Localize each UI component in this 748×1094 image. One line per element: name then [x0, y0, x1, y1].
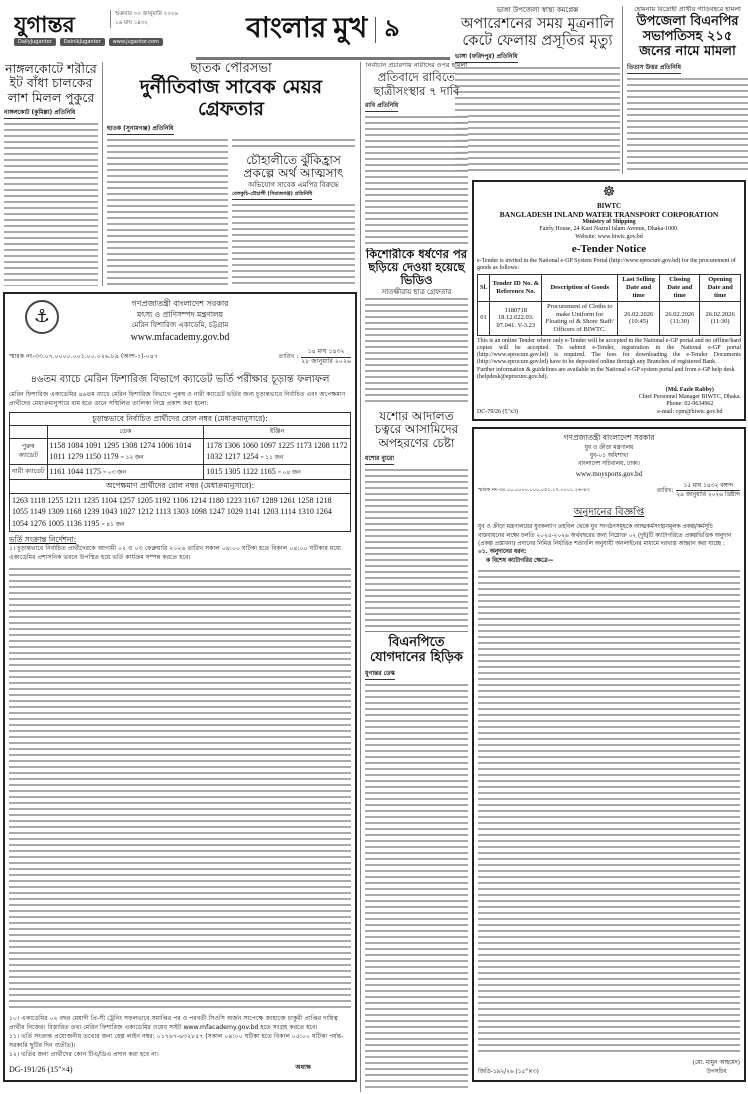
story-chhatak: ছাতক পৌরসভা দুর্নীতিবাজ সাবেক মেয়র গ্রেফতার ছাতক (সুনামগঞ্জ) প্রতিনিধি চৌহালীতে ঝুঁকিহ্রাস প্রকল্পে অর্থ আত্মসাৎ অভিযোগ সাবেক এমপির বিরুদ্ধে বেলকুচি-চৌহালী (সিরাজগঞ্জ) প্রতিনিধি: [102, 62, 355, 286]
table-row: নারী ক্যাডেট 1161 1044 1175 = ০৩ জন 1015 1305 1122 1165 = ০৪ জন: [10, 465, 351, 480]
story-homna: হোমনায় বিদ্রোহী প্রার্থীর গাড়িবহরে হামলা উপজেলা বিএনপির সভাপতিসহ ২১৫ জনের নামে মামলা তিতাস উত্তর প্রতিনিধি: [622, 6, 748, 174]
story-rabi: নির্বাচনি প্রচারণায় নারীদের ওপর হামলা প্রতিবাদে রাবিতে ছাত্রীসংস্থার ৭ দাবি রাবি প্রতিনিধি: [365, 62, 468, 244]
column-stories: [360, 62, 468, 1092]
headline: উপজেলা বিএনপির সভাপতিসহ ২১৫ জনের নামে মামলা: [636, 14, 739, 60]
signer: অধ্যক্ষ: [295, 1064, 311, 1072]
page-number: ৯: [384, 13, 400, 42]
headline: প্রতিবাদে রাবিতে ছাত্রীসংস্থার ৭ দাবি: [373, 70, 460, 98]
social-twitter[interactable]: DainikJugantor: [60, 38, 105, 46]
results-table: চূড়ান্তভাবে নির্বাচিত প্রার্থীদের রোল নম্বর (মেধাক্রমানুসারে): ডেক ইঞ্জিন পুরুষ ক্যাডেট 1158 1084 1091 1295 1308 1274 1006 1014 1011 1279 1150 1179 = ১২ জন 1178 1306 1060 1097 1225 1173 1208 1172 1032 1217 1254 = ১১ জন নারী ক্যাডেট 1161 1044 1175 = ০৩ জন 1015 1305 1122 1165 = ০৪ জন অপেক্ষমাণ প্রার্থীদের রোল নম্বর (মেধাক্রমানুসারে): 1263 1118 1255 1211 1235 1104 1257 1205 1192 1106 1214 1180 1223 1167 1289 1261 1258 1218 1055 1149 1309 1168 1239 1043 1027 1212 1113 1303 1098 1247 1029 1141 1203 1114 1310 1264 1054 1276 1005 1136 1195 = ৪১ জন: [9, 412, 351, 532]
table-row: পুরুষ ক্যাডেট 1158 1084 1091 1295 1308 1274 1006 1014 1011 1279 1150 1179 = ১২ জন 1178 1306 1060 1097 1225 1173 1208 1172 1032 1217 1254 = ১১ জন: [10, 438, 351, 464]
biwtc-website[interactable]: Website: www.biwtc.gov.bd: [575, 233, 643, 240]
story-chauhali: চৌহালীতে ঝুঁকিহ্রাস প্রকল্পে অর্থ আত্মসাৎ অভিযোগ সাবেক এমপির বিরুদ্ধে বেলকুচি-চৌহালী (সিরাজগঞ্জ) প্রতিনিধি: [232, 151, 355, 286]
ship-wheel-icon: ☸: [602, 185, 616, 200]
headline: অপারেশনের সময় মূত্রনালি কেটে ফেলায় প্রসূতির মৃত্যু: [460, 16, 615, 49]
story-bnp: বিএনপিতে যোগদানের হিড়িক যুগান্তর ডেস্ক: [365, 631, 468, 1092]
story-jessore: যশোর আদালত চত্বরে আসামিদের অপহরণের চেষ্টা যশোর ব্যুরো: [365, 410, 468, 627]
story-bhanga: ভাঙ্গা উপজেলা স্বাস্থ্য কমপ্লেক্স অপারেশনের সময় মূত্রনালি কেটে ফেলায় প্রসূতির মৃত্যু ভাঙ্গা (ফরিদপুর) প্রতিনিধি: [455, 6, 620, 174]
section-title: বাংলার মুখ: [246, 13, 368, 44]
moys-website[interactable]: www.moysports.gov.bd: [575, 469, 643, 478]
academy-emblem-icon: ⚓: [25, 300, 59, 334]
masthead-logo: যুগান্তর: [14, 12, 75, 37]
story-kishori: কিশোরীকে ধর্ষণের পর ছড়িয়ে দেওয়া হয়েছে ভিডিও সাতক্ষীরায় ছাত্র গ্রেফতার: [365, 248, 468, 406]
issue-date: শুক্রবার ৩০ জানুয়ারি ২০২৬ ১৬ মাঘ ১৪৩২: [110, 10, 178, 28]
section-header: [196, 6, 450, 60]
table-row: 01 1180718 18.12.022.03. 07.041. V-3.23 Procurement of Cloths to make Uniform for Floating of & Shore Staff/ Officers of BIWTC. 26.02.2026 (10:45) 26.02.2026 (11:30) 26.02.2026 (11:30): [478, 301, 741, 335]
headline: নাঙ্গলকোটে শরীরে ইট বাঁধা চালকের লাশ মিলল পুকুরে: [5, 62, 97, 105]
mfa-website[interactable]: www.mfacademy.gov.bd: [130, 331, 230, 343]
social-website[interactable]: www.jugantor.com: [109, 38, 163, 46]
headline: বিএনপিতে যোগদানের হিড়িক: [370, 635, 463, 665]
tender-table: Sl. Tender ID No. & Reference No. Description of Goods Last Selling Date and time Closing Date and time Opening Date and time 01 1180718 18.12.022.03. 07.041. V-3.23 Procurement of Cloths to make Uniform for Floating of & Shore Staff/ Officers of BIWTC. 26.02.2026 (10:45) 26.02.2026 (11:30) 26.02.2026 (11:30): [477, 274, 741, 336]
youth-sports-ministry-ad: গণপ্রজাতন্ত্রী বাংলাদেশ সরকার যুব ও ক্রীড়া মন্ত্রণালয় যুব-০১ অধিশাখা বাংলাদেশ সচিবালয়, ঢাকা। www.moysports.gov.bd স্মারক নং-৩৪.০০.০০০০.০০০.০৫১.১৭.০০০১.২৬-৪৩ তারিখ: ১৫ মাঘ ১৪৩২ বঙ্গাব্দ ২৯ জানুয়ারি ২০২৬ খ্রিষ্টাব্দ অনুদানের বিজ্ঞপ্তি যুব ও ক্রীড়া মন্ত্রণালয়ের যুবকল্যাণ তহবিল থেকে যুব সংগঠনসমূহকে আত্মকর্মসংস্থানমূলক প্রকল্প/কর্মসূচি বাস্তবায়নের লক্ষ্যে চলতি ২০২৫-২০২৬ অর্থবছরের জন্য নিম্নোক্ত ০২ (দুই)টি ক্যাটাগরিতে প্রকল্পভিত্তিক অনুদান (প্রকল্প প্রস্তাবনা) প্রদানের নিমিত্ত নির্ধারিত শর্তাবলি অনুযায়ী অনলাইনের মাধ্যমে দরখাস্ত আহ্বান করা যাচ্ছে : ০১. অনুদানের ধরন: ক বিশেষ ক্যাটাগরির ক্ষেত্রে— জিডি-১৯২/২৬ (১৫"×৩) (মো. মামুন আহমেদ) উপসচিব: [472, 427, 746, 1082]
right-ads: [472, 180, 746, 1082]
social-facebook[interactable]: DailyJugantor: [14, 38, 56, 46]
social-links: [14, 38, 163, 46]
marine-fisheries-ad: ⚓ গণপ্রজাতন্ত্রী বাংলাদেশ সরকার মৎস্য ও প্রাণিসম্পদ মন্ত্রণালয় মেরিন ফিশারিজ একাডেমি, চট্টগ্রাম www.mfacademy.gov.bd স্মারক নং-৩৩.০৭.০০০০.০০১.০০.০২৬.৮৯ (অংশ-১)-০৪৭ তারিখ : ১৪ মাঘ ১৪৩২ ২৮ জানুয়ারি ২০২৬ ৪৬তম ব্যাচে মেরিন ফিশারিজ বিভাগে ক্যাডেট ভর্তি পরীক্ষার চূড়ান্ত ফলাফল মেরিন ফিশারিজ একাডেমির ৪৬তম ব্যাচে মেরিন ফিশারিজ বিভাগে পুরুষ ও নারী ক্যাডেট ভর্তির জন্য চূড়ান্তভাবে নির্বাচিত এবং অপেক্ষমাণ প্রার্থীদের মেধাক্রমানুসারে বাম হতে ডানে সম্মিলিত তালিকা নিম্নে প্রকাশ করা হলো: চূড়ান্তভাবে নির্বাচিত প্রার্থীদের রোল নম্বর (মেধাক্রমানুসারে): ডেক ইঞ্জিন পুরুষ ক্যাডেট 1158 1084 1091 1295 1308 1274 1006 1014 1011 1279 1150 1179 = ১২ জন 1178 1306 1060 1097 1225 1173 1208 1172 1032 1217 1254 = ১১ জন নারী ক্যাডেট 1161 1044 1175 = ০৩ জন 1015 1305 1122 1165 = ০৪ জন অপেক্ষমাণ প্রার্থীদের রোল নম্বর (মেধাক্রমানুসারে): 1263 1118 1255 1211 1235 1104 1257 1205 1192 1106 1214 1180 1223 1167 1289 1261 1258 1218 1055 1149 1309 1168 1239 1043 1027 1212 1113 1303 1098 1247 1029 1141 1203 1114 1310 1264 1054 1276 1005 1136 1195 = ৪১ জন ভর্তি সংক্রান্ত নির্দেশনা: ১। চূড়ান্তভাবে নির্বাচিত প্রার্থীদেরকে আগামী ০২ ও ০৩ ফেব্রুয়ারি ২০২৬ তারিখ সকাল ০৯:০০ ঘটিকা হতে বিকাল ০৪:০০ ঘটিকার মধ্যে একাডেমির প্রশাসনিক ভবনে উপস্থিত হয়ে ভর্তি কার্যক্রম সম্পন্ন করতে হবে। ১০। একাডেমির ০২ বছর মেয়াদী প্রি-সী ট্রেনিং সফলভাবে সমাপ্তির পর ও পরবর্তী সিওসি অর্জন সাপেক্ষে জাহাজে চাকুরী প্রাপ্তির দায়িত্ব প্রার্থীর নিজের। বিস্তারিত তথ্য মেরিন ফিশারিজ একাডেমির ওয়েব সাইট www.mfacademy.gov.bd হতে সংগ্রহ করতে হবে। ১১। ভর্তি সংক্রান্ত প্রয়োজনীয় তথ্যের জন্য হেল্প লাইন নম্বর: ০১৭৬৭-৬৩২৮৫৭ (সকাল ০৯:০০ ঘটিকা হতে বিকাল ০৫:০০ ঘটিকা পর্যন্ত- সরকারি ছুটির দিন ব্যতীত)। ১২। ভর্তির জন্য প্রার্থীদের কোন টিএ/ডিএ প্রদান করা হবে না। DG-191/26 (15"×4) অধ্যক্ষ: [3, 292, 357, 1082]
headline: দুর্নীতিবাজ সাবেক মেয়র গ্রেফতার: [139, 75, 323, 120]
headline: চৌহালীতে ঝুঁকিহ্রাস প্রকল্পে অর্থ আত্মসাৎ: [243, 152, 344, 181]
headline: কিশোরীকে ধর্ষণের পর ছড়িয়ে দেওয়া হয়েছে ভিডিও: [365, 247, 468, 288]
headline: যশোর আদালত চত্বরে আসামিদের অপহরণের চেষ্টা: [374, 409, 459, 451]
story-nangalkot: নাঙ্গলকোটে শরীরে ইট বাঁধা চালকের লাশ মিলল পুকুরে নাঙ্গলকোট (কুমিল্লা) প্রতিনিধি: [4, 62, 98, 286]
table-row: 1263 1118 1255 1211 1235 1104 1257 1205 1192 1106 1214 1180 1223 1167 1289 1261 1258 1218 1055 1149 1309 1168 1239 1043 1027 1212 1113 1303 1098 1247 1029 1141 1203 1114 1310 1264 1054 1276 1005 1136 1195 = ৪১ জন: [10, 493, 351, 531]
biwtc-tender-ad: ☸ BIWTC BANGLADESH INLAND WATER TRANSPORT CORPORATION Ministry of Shipping Fairly House, 24 Kazi Nazrul Islam Avenue, Dhaka-1000. Website: www.biwtc.gov.bd e-Tender Notice e-Tender is invited in the National e-GP System Portal (http://www.eprocure.gov.bd) for the procurement of goods as follows: Sl. Tender ID No. & Reference No. Description of Goods Last Selling Date and time Closing Date and time Opening Date and time 01 1180718 18.12.022.03. 07.041. V-3.23 Procurement of Cloths to make Uniform for Floating of & Shore Staff/ Officers of BIWTC. 26.02.2026 (10:45) 26.02.2026 (11:30) 26.02.2026 (11:30) This is an online Tender where only e-Tender will be accepted in the National e-GP portal and no offline/hard copies will be accepted. To submit e-Tender, registration in the National e-GP portal (http://www.eprocure.gov.bd) is required. The fees for downloading the e-Tender Documents (http://www.eprocure.gov.bd) have to be deposited online through any Branches of registered Bank. Further information & guidelines are available in the National e-GP system portal and from e-GP help desk (helpdesk@eprocure.gov.bd). DC-79/26 (5"x3) (Md. Fazle Rabby) Chief Personnel Manager BIWTC, Dhaka. Phone: 02-9634962 e-mail: cpm@biwtc.gov.bd: [472, 180, 746, 421]
biwtc-email[interactable]: e-mail: cpm@biwtc.gov.bd: [657, 408, 723, 415]
